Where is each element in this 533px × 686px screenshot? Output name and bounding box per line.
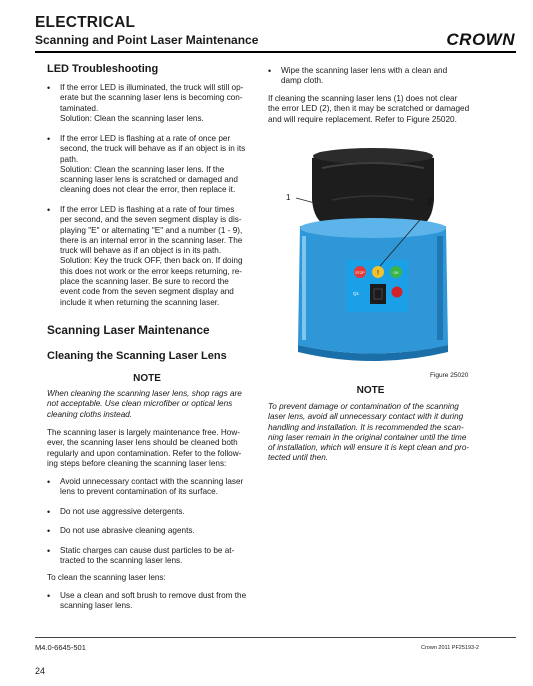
- bullet-text: [60, 591, 265, 612]
- text-line: erate but the scanning laser lens is becoming con-: [60, 93, 243, 103]
- bullet-text: [60, 546, 265, 567]
- callout-1: 1: [286, 193, 291, 202]
- bullet-marker: •: [47, 507, 51, 517]
- text-line: When cleaning the scanning laser lens, shop rags are: [47, 389, 242, 398]
- text-line: If the error LED is flashing at a rate of four times: [60, 205, 235, 214]
- bullet-marker: •: [47, 134, 51, 144]
- bullet-text: [60, 134, 265, 196]
- text-line: include it when returning the scanning laser.: [60, 297, 220, 307]
- scanning-laser-lens: [312, 148, 434, 226]
- replacement-paragraph: [268, 94, 518, 125]
- text-line: truck will behave as if an object is in its path.: [60, 246, 222, 256]
- text-line: Solution: Clean the scanning laser lens.: [60, 113, 204, 123]
- text-line: Avoid unnecessary contact with the scanning laser: [60, 477, 244, 486]
- text-line: ning laser remain in the original container until the time: [268, 432, 467, 442]
- control-panel: [346, 260, 408, 312]
- text-line: If the error LED is flashing at a rate of once per: [60, 134, 231, 143]
- text-line: place the scanning laser. Be sure to record the: [60, 277, 229, 287]
- bullet-text: [60, 83, 265, 124]
- text-line: Wipe the scanning laser lens with a clean and: [281, 66, 448, 75]
- crown-logo: [404, 29, 516, 49]
- header-divider: [35, 51, 516, 53]
- text-line: laser lens, avoid all unnecessary contact with it during: [268, 412, 464, 422]
- text-line: lens to prevent contamination of its surface.: [60, 487, 218, 497]
- text-line: event code from the seven segment display and: [60, 287, 234, 297]
- scanning-laser-figure: [282, 140, 462, 372]
- text-line: Static charges can cause dust particles to be at-: [60, 546, 235, 555]
- text-line: If the error LED is illuminated, the truck will still op-: [60, 83, 244, 92]
- text-line: The scanning laser is largely maintenance free. How-: [47, 428, 240, 437]
- text-line: there is an internal error in the scanning laser. The: [60, 235, 243, 245]
- page-number: 24: [35, 666, 46, 676]
- text-line: cleaning cloths instead.: [47, 409, 133, 419]
- text-line: second, the truck will behave as if an object is in its: [60, 144, 246, 154]
- copyright: Crown 2011 PF25193-2: [421, 645, 479, 651]
- page-title: Scanning and Point Laser Maintenance: [35, 33, 259, 47]
- text-line: If cleaning the scanning laser lens (1) does not clear: [268, 94, 458, 103]
- text-line: cleaning does not clear the error, then replace it.: [60, 185, 236, 195]
- svg-text:!: !: [377, 270, 379, 277]
- text-line: ing steps before cleaning the scanning laser lens:: [47, 458, 227, 468]
- led-troubleshooting-heading: LED Troubleshooting: [47, 63, 159, 75]
- bullet-marker: •: [47, 205, 51, 215]
- text-line: scanning laser lens is scratched or damaged and: [60, 175, 238, 185]
- text-line: Solution: Key the truck OFF, then back on. If doing: [60, 256, 243, 266]
- text-line: Do not use aggressive detergents.: [60, 507, 185, 516]
- bullet-marker: •: [268, 66, 272, 76]
- text-line: taminated.: [60, 103, 99, 113]
- text-line: and will require replacement. Refer to Figure 25020.: [268, 114, 457, 124]
- callout-2: 2: [427, 197, 432, 206]
- text-line: ever, the scanning laser lens should be cleaned both: [47, 438, 238, 448]
- text-line: this does not work or the error keeps returning, re-: [60, 266, 243, 276]
- text-line: tected until then.: [268, 453, 329, 463]
- bullet-marker: •: [47, 526, 51, 536]
- to-clean-line: To clean the scanning laser lens:: [47, 573, 166, 582]
- cleaning-lens-heading: Cleaning the Scanning Laser Lens: [47, 350, 227, 362]
- bullet-marker: •: [47, 83, 51, 93]
- bullet-text: [60, 477, 265, 498]
- bullet-text: [60, 526, 265, 536]
- svg-text:Q1: Q1: [352, 291, 360, 296]
- text-line: per second, and the seven segment display is dis-: [60, 215, 242, 225]
- scanning-laser-maintenance-heading: Scanning Laser Maintenance: [47, 323, 210, 337]
- bullet-text: [281, 66, 486, 87]
- bullet-text: [60, 205, 265, 308]
- document-number: M4.0-6645-501: [35, 643, 86, 652]
- note-title-left: NOTE: [133, 373, 161, 384]
- text-line: To prevent damage or contamination of the scanning: [268, 402, 459, 411]
- svg-text:OK: OK: [393, 271, 399, 275]
- text-line: handling and installation. It is recommended the scan-: [268, 422, 464, 432]
- text-line: damp cloth.: [281, 76, 324, 86]
- bullet-marker: •: [47, 591, 51, 601]
- svg-text:STOP: STOP: [355, 271, 365, 275]
- bullet-text: [60, 507, 265, 517]
- bullet-marker: •: [47, 477, 51, 487]
- text-line: scanning laser lens.: [60, 601, 133, 611]
- maintenance-paragraph: [47, 428, 262, 469]
- text-line: Solution: Clean the scanning laser lens. If the: [60, 164, 225, 174]
- note-right: [268, 402, 518, 464]
- footer-divider: [35, 637, 516, 638]
- bullet-marker: •: [47, 546, 51, 556]
- text-line: regularly and upon contamination. Refer to the follow-: [47, 448, 242, 458]
- figure-caption: Figure 25020: [430, 372, 469, 379]
- seven-segment-display: [370, 284, 386, 304]
- note-title-right: NOTE: [356, 385, 385, 396]
- text-line: Do not use abrasive cleaning agents.: [60, 526, 195, 535]
- text-line: Use a clean and soft brush to remove dust from the: [60, 591, 247, 600]
- text-line: of installation, which will ensure it is kept clean and pro-: [268, 443, 470, 453]
- section-title: ELECTRICAL: [35, 14, 136, 31]
- text-line: playing "E" or alternating "E" and a number (1 - 9),: [60, 225, 243, 235]
- text-line: the error LED (2), then it may be scratched or damaged: [268, 104, 470, 114]
- text-line: not acceptable. Use clean microfiber or optical lens: [47, 399, 233, 409]
- svg-text:CROWN: CROWN: [446, 30, 515, 49]
- text-line: tracted to the scanning laser lens.: [60, 556, 183, 566]
- text-line: path.: [60, 154, 79, 164]
- note-left: [47, 389, 262, 420]
